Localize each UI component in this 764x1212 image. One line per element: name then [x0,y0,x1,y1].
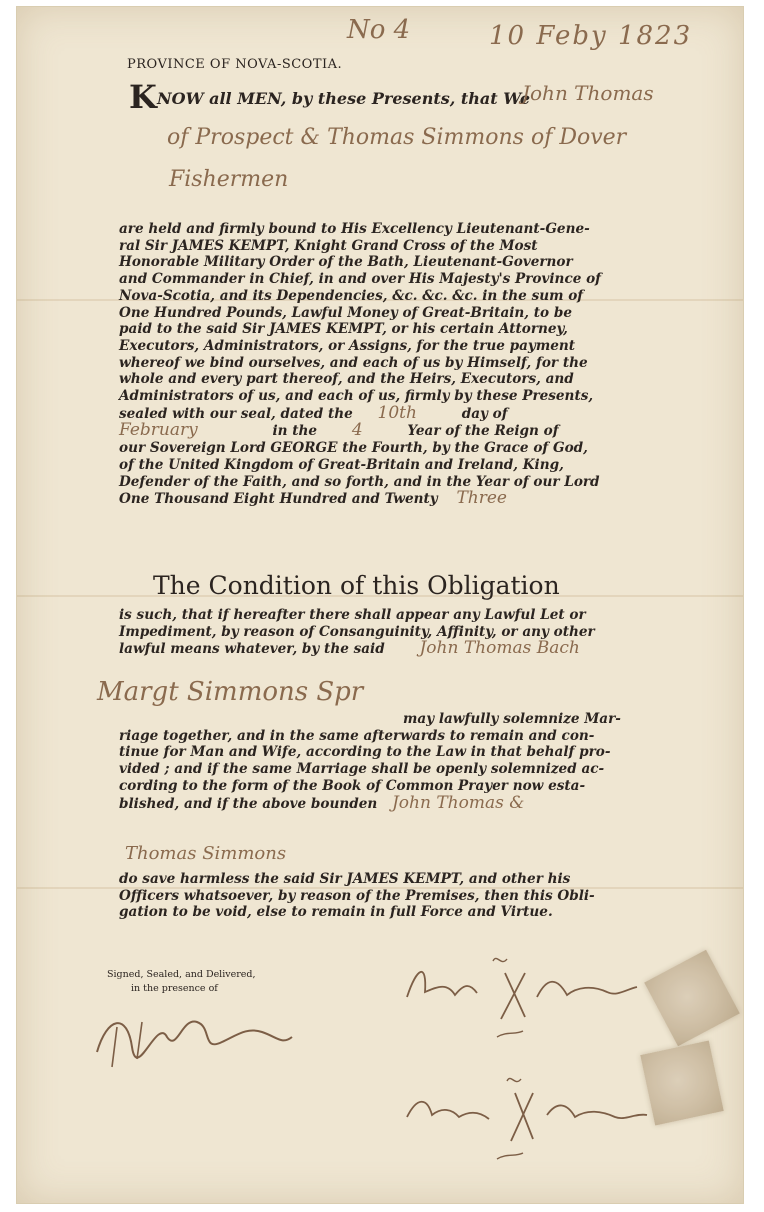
province-heading: PROVINCE OF NOVA-SCOTIA. [127,57,343,72]
condition-heading: The Condition of this Obligation [153,571,560,600]
regnal-year-fill: 4 [351,420,363,441]
condition-line: tinue for Man and Wife, according to the Law in that behalf pro- [119,744,611,761]
sealed-prefix: sealed with our seal, dated the [119,405,353,422]
month-line [119,422,639,440]
bond-line: Administrators of us, and each of us, firmly by these Presents, [119,388,594,405]
party-1-fill: John Thomas Bach [419,638,580,659]
bounden-text: blished, and if the above bounden [119,795,378,812]
condition-line: may lawfully solemnize Mar- [403,711,621,727]
thomas-simmons-signature [397,1067,657,1177]
bond-line: Executors, Administrators, or Assigns, for the true payment [119,337,576,354]
paper-seal [640,1041,723,1126]
handwritten-name-2: of Prospect & Thomas Simmons of Dover [167,125,627,150]
in-the-text: in the [272,423,318,440]
year-fill: Three [456,488,507,509]
lawful-line [119,640,639,658]
bond-line: Honorable Military Order of the Bath, Lieutenant-Governor [119,254,573,271]
month-fill: February [119,420,198,441]
bond-line: Defender of the Faith, and so forth, and in the Year of our Lord [119,473,600,490]
document-date: 10 Feby 1823 [489,21,693,51]
bond-paragraph [119,221,639,508]
condition-line: Impediment, by reason of Consanguinity, Affinity, or any other [119,623,595,640]
bond-line: ral Sir JAMES KEMPT, Knight Grand Cross of the Most [119,237,538,254]
day-fill: 10th [377,402,417,423]
bond-line: paid to the said Sir JAMES KEMPT, or his certain Attorney, [119,321,568,338]
bond-line: of the United Kingdom of Great-Britain and Ireland, King, [119,456,564,473]
handwritten-name-1: John Thomas [522,81,654,105]
bounden-fill-2: Thomas Simmons [125,843,287,864]
condition-line: gation to be void, else to remain in full Force and Virtue. [119,904,553,921]
bounden-line [119,792,639,813]
party-2-fill: Margt Simmons Spr [97,677,364,707]
year-text: One Thousand Eight Hundred and Twenty [119,491,438,508]
bond-line: whereof we bind ourselves, and each of us by Himself, for the [119,354,588,371]
paper-seal [644,950,740,1046]
john-thomas-signature [397,937,647,1047]
drop-cap: K [129,78,157,116]
bounden-fill-1: John Thomas & [391,792,525,813]
bond-line: and Commander in Chief, in and over His Majesty's Province of [119,271,602,288]
condition-line: cording to the form of the Book of Common Prayer now esta- [119,777,586,794]
condition-line: is such, that if hereafter there shall appear any Lawful Let or [119,607,586,623]
bond-line: whole and every part thereof, and the Heirs, Executors, and [119,371,574,388]
year-of-reign-text: Year of the Reign of [407,423,559,440]
document-number: No 4 [347,15,411,45]
witness-label: Signed, Sealed, and Delivered, [107,969,256,980]
intro-text: NOW all MEN, by these Presents, that We [157,89,531,108]
condition-line: riage together, and in the same afterwards to remain and con- [119,727,595,744]
year-line [119,490,639,508]
condition-line: Officers whatsoever, by reason of the Premises, then this Obli- [119,887,595,904]
lawful-text: lawful means whatever, by the said [119,641,385,658]
handwritten-occupation: Fishermen [169,167,289,192]
condition-paragraph [119,607,639,658]
bond-line: Nova-Scotia, and its Dependencies, &c. &c. &c. in the sum of [119,287,584,304]
condition-paragraph-2 [119,711,639,812]
condition-line: do save harmless the said Sir JAMES KEMPT, and other his [119,871,571,887]
bond-line: are held and firmly bound to His Excellency Lieutenant-Gene- [119,221,590,237]
bond-line: our Sovereign Lord GEORGE the Fourth, by the Grace of God, [119,440,588,457]
document-sheet [16,6,744,1204]
bond-line: One Hundred Pounds, Lawful Money of Great-Britain, to be [119,304,573,321]
witness-label-2: in the presence of [131,983,218,994]
day-suffix: day of [461,405,508,422]
witness-signature [87,997,307,1077]
condition-paragraph-3 [119,871,639,921]
condition-line: vided ; and if the same Marriage shall be openly solemnized ac- [119,761,605,778]
